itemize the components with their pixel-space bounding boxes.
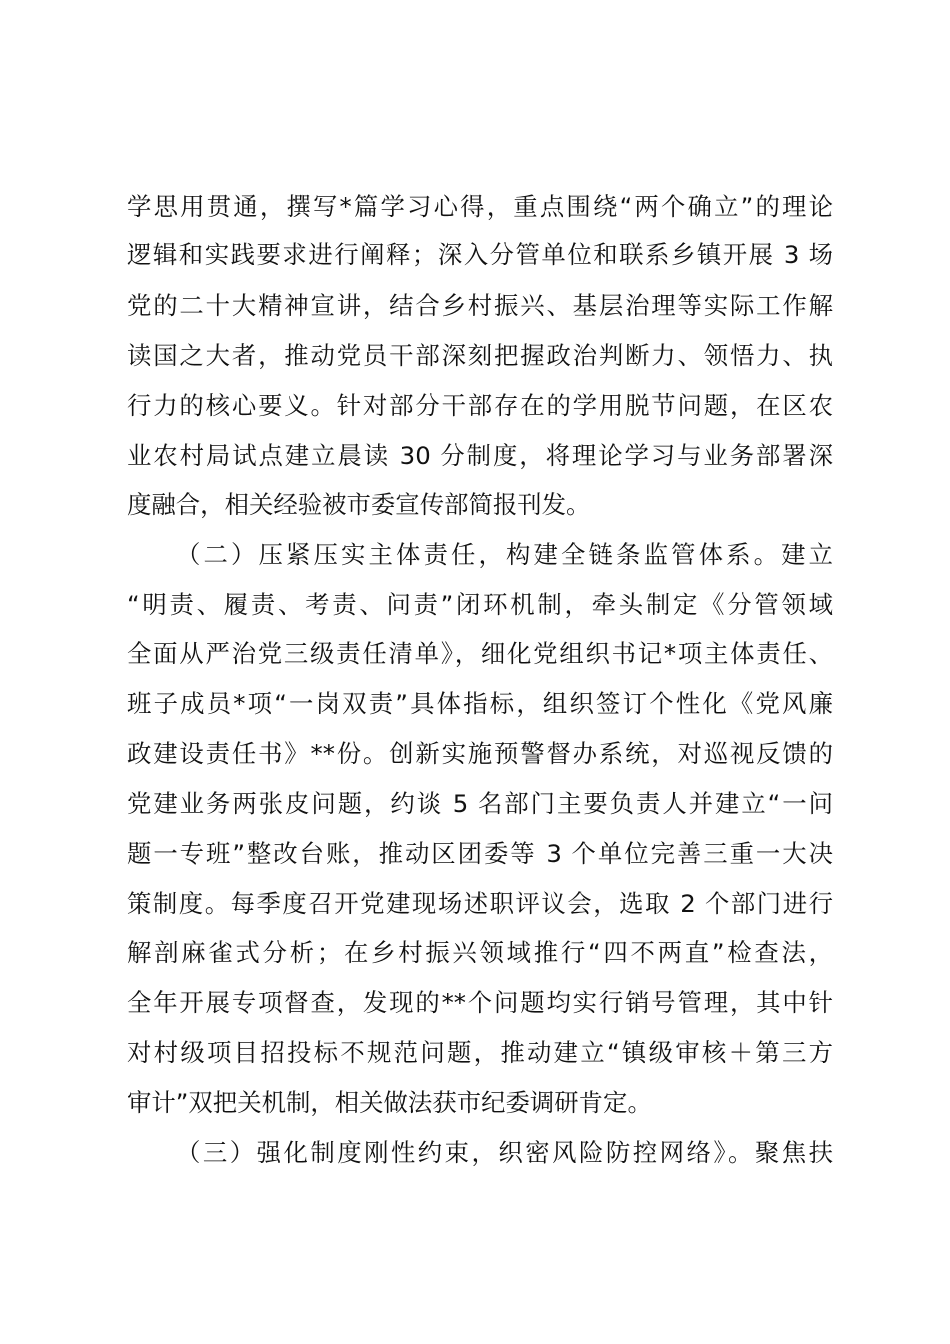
text-line: 行力的核心要义。针对部分干部存在的学用脱节问题，在区农: [127, 391, 833, 420]
text-line: 策制度。每季度召开党建现场述职评议会，选取 2 个部门进行: [127, 889, 833, 918]
text-line: 对村级项目招投标不规范问题，推动建立“镇级审核＋第三方: [127, 1038, 833, 1067]
text-line: 逻辑和实践要求进行阐释；深入分管单位和联系乡镇开展 3 场: [127, 240, 833, 269]
section-heading-line: （三）强化制度刚性约束，织密风险防控网络》。聚焦扶: [176, 1138, 833, 1167]
text-line: 度融合，相关经验被市委宣传部简报刊发。: [127, 490, 591, 519]
text-line: 学思用贯通，撰写*篇学习心得，重点围绕“两个确立”的理论: [127, 192, 833, 221]
text-line: “明责、履责、考责、问责”闭环机制，牵头制定《分管领域: [127, 590, 833, 619]
text-line: 全面从严治党三级责任清单》，细化党组织书记*项主体责任、: [127, 639, 833, 668]
text-line: 政建设责任书》**份。创新实施预警督办系统，对巡视反馈的: [127, 739, 833, 768]
text-line: 业农村局试点建立晨读 30 分制度，将理论学习与业务部署深: [127, 441, 833, 470]
text-line: 审计”双把关机制，相关做法获市纪委调研肯定。: [127, 1088, 652, 1117]
section-heading-line: （二）压紧压实主体责任，构建全链条监管体系。建立: [176, 540, 833, 569]
text-line: 党建业务两张皮问题，约谈 5 名部门主要负责人并建立“一问: [127, 789, 833, 818]
text-line: 党的二十大精神宣讲，结合乡村振兴、基层治理等实际工作解: [127, 291, 833, 320]
text-line: 班子成员*项“一岗双责”具体指标，组织签订个性化《党风廉: [127, 689, 833, 718]
text-line: 读国之大者，推动党员干部深刻把握政治判断力、领悟力、执: [127, 341, 833, 370]
text-line: 解剖麻雀式分析；在乡村振兴领域推行“四不两直”检查法，: [127, 938, 833, 967]
text-line: 全年开展专项督查，发现的**个问题均实行销号管理，其中针: [127, 988, 833, 1017]
text-line: 题一专班”整改台账，推动区团委等 3 个单位完善三重一大决: [127, 839, 833, 868]
